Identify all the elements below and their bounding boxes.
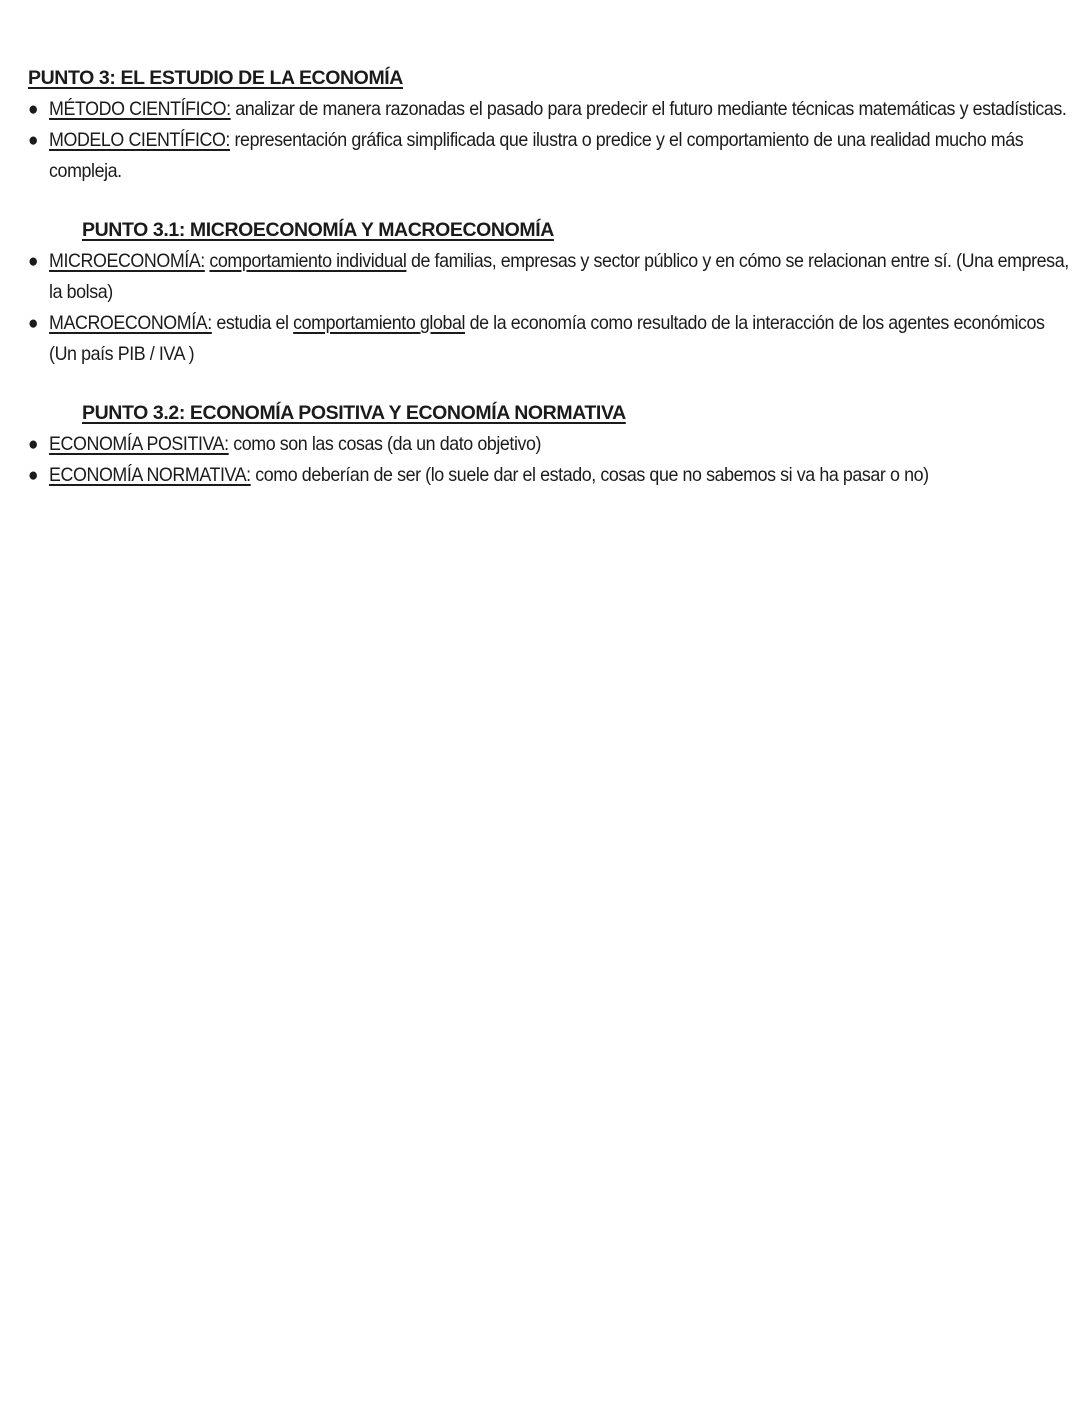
definition-text: de la economía como resultado de la interacción de los agentes económicos (Un país PIB / IVA ): [49, 312, 1045, 365]
term-label: ECONOMÍA POSITIVA:: [49, 433, 229, 455]
term-label: MÉTODO CIENTÍFICO:: [49, 98, 231, 120]
bullet-icon: ●: [28, 434, 39, 455]
list-item-metodo-cientifico: [28, 94, 1074, 125]
section-spacer: [28, 187, 1058, 216]
list-item-modelo-cientifico: [28, 125, 1074, 187]
list-item-microeconomia: [28, 246, 1074, 308]
bullet-icon: ●: [28, 313, 39, 334]
bullet-list-positiva-normativa: [28, 429, 1058, 491]
bullet-icon: ●: [28, 465, 39, 486]
section-spacer: [28, 370, 1058, 399]
bullet-list-estudio: [28, 94, 1067, 187]
definition-text: como son las cosas (da un dato objetivo): [228, 433, 542, 455]
term-label: MODELO CIENTÍFICO:: [49, 129, 230, 151]
list-item-macroeconomia: [28, 308, 1074, 370]
term-label: ECONOMÍA NORMATIVA:: [49, 464, 251, 486]
section-heading-positiva-normativa: PUNTO 3.2: ECONOMÍA POSITIVA Y ECONOMÍA NORMATIVA: [82, 402, 626, 424]
section-heading-micro-macro: PUNTO 3.1: MICROECONOMÍA Y MACROECONOMÍA: [82, 219, 554, 241]
list-item-economia-normativa: [28, 460, 1074, 491]
bullet-list-micro-macro: [28, 246, 1069, 370]
emphasis-text: comportamiento individual: [209, 250, 407, 272]
bullet-icon: ●: [28, 99, 39, 120]
definition-text: de familias, empresas y sector público y en cómo se relacionan entre sí. (Una empresa, la bolsa): [49, 250, 1069, 303]
list-item-economia-positiva: [28, 429, 1074, 460]
term-label: MICROECONOMÍA:: [49, 250, 205, 272]
section-heading-estudio-economia: PUNTO 3: EL ESTUDIO DE LA ECONOMÍA: [28, 67, 403, 89]
term-label: MACROECONOMÍA:: [49, 312, 212, 334]
bullet-icon: ●: [28, 251, 39, 272]
document-body: [28, 64, 1069, 491]
emphasis-text: comportamiento global: [293, 312, 466, 334]
definition-text: representación gráfica simplificada que ilustra o predice y el comportamiento de una realidad mucho más compleja.: [49, 129, 1024, 182]
definition-text: analizar de manera razonadas el pasado para predecir el futuro mediante técnicas matemáticas y estadísticas.: [230, 98, 1067, 120]
definition-text: como deberían de ser (lo suele dar el estado, cosas que no sabemos si va ha pasar o no): [250, 464, 929, 486]
bullet-icon: ●: [28, 130, 39, 151]
connector-text: estudia el: [211, 312, 294, 334]
